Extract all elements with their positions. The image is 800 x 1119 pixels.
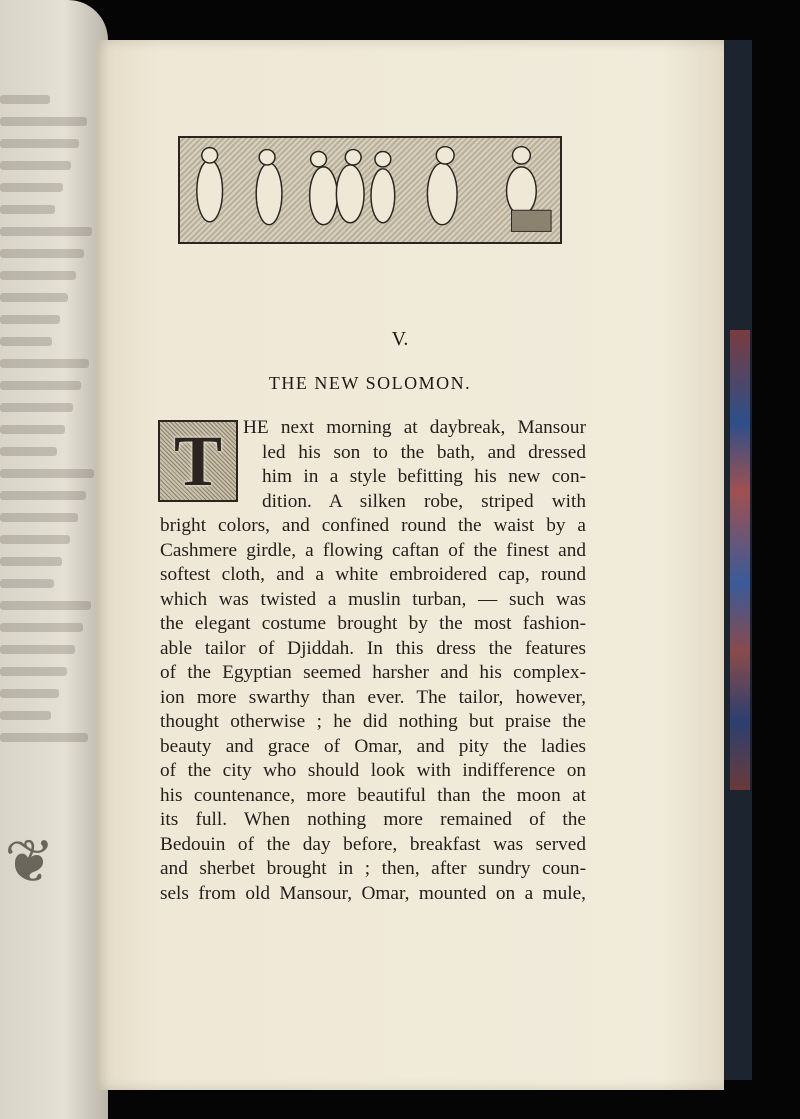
bleed-through-line (0, 667, 67, 676)
bleed-through-line (0, 117, 87, 126)
bleed-through-line (0, 227, 92, 236)
text-line: Bedouin of the day before, breakfast was served (160, 833, 586, 855)
bleed-through-line (0, 271, 76, 280)
bleed-through-line (0, 425, 65, 434)
text-line: led his son to the bath, and dressed (262, 441, 586, 463)
text-line: its full. When nothing more remained of the (160, 809, 586, 830)
text-line: sels from old Mansour, Omar, mounted on a mule, (160, 882, 586, 904)
bleed-through-line (0, 733, 88, 742)
bleed-through-line (0, 623, 83, 632)
drop-cap-letter: T (173, 420, 223, 501)
marbled-edge (730, 330, 750, 790)
bleed-through-line (0, 689, 59, 698)
bleed-through-line (0, 161, 71, 170)
bleed-through-line (0, 359, 89, 368)
tailpiece-ornament-icon: ❦ (4, 829, 55, 895)
text-line: HE next morning at daybreak, Mansour (243, 417, 586, 438)
text-line: dition. A silken robe, striped with (262, 490, 586, 512)
bleed-through-line (0, 491, 86, 500)
bleed-through-line (0, 645, 75, 654)
bleed-through-line (0, 557, 62, 566)
bleed-through-line (0, 403, 73, 412)
text-line: Cashmere girdle, a flowing caftan of the finest and (160, 539, 586, 561)
bleed-through-line (0, 205, 55, 214)
text-line: him in a style befitting his new con- (262, 466, 586, 487)
chapter-number: V. (391, 328, 409, 350)
text-line: ion more swarthy than ever. The tailor, however, (160, 686, 586, 708)
text-line: able tailor of Djiddah. In this dress the features (160, 637, 586, 659)
bleed-through-line (0, 711, 51, 720)
text-line: which was twisted a muslin turban, — such was (160, 588, 586, 610)
bleed-through-line (0, 469, 94, 478)
text-line: of the city who should look with indifference on (160, 760, 586, 781)
drop-cap-initial (158, 420, 238, 502)
bleed-through-line (0, 293, 68, 302)
bleed-through-line (0, 535, 70, 544)
bleed-through-line (0, 139, 79, 148)
cherubs-headpiece-illustration (178, 136, 562, 244)
text-line: beauty and grace of Omar, and pity the ladies (160, 735, 586, 757)
bleed-through-line (0, 95, 50, 104)
bleed-through-line (0, 513, 78, 522)
bleed-through-line (0, 601, 91, 610)
bleed-through-line (0, 249, 84, 258)
text-line: his countenance, more beautiful than the moon at (160, 784, 586, 806)
facing-page (0, 0, 108, 1119)
text-line: thought otherwise ; he did nothing but praise the (160, 711, 586, 732)
text-line: and sherbet brought in ; then, after sundry coun- (160, 858, 586, 879)
text-line: bright colors, and confined round the waist by a (160, 515, 586, 536)
bleed-through-line (0, 447, 57, 456)
chapter-title: THE NEW SOLOMON. (268, 373, 472, 393)
text-line: softest cloth, and a white embroidered cap, round (160, 564, 586, 585)
text-line: of the Egyptian seemed harsher and his complex- (160, 662, 586, 683)
bleed-through-line (0, 579, 54, 588)
bleed-through-line (0, 315, 60, 324)
text-line: the elegant costume brought by the most fashion- (160, 613, 586, 634)
bleed-through-line (0, 183, 63, 192)
